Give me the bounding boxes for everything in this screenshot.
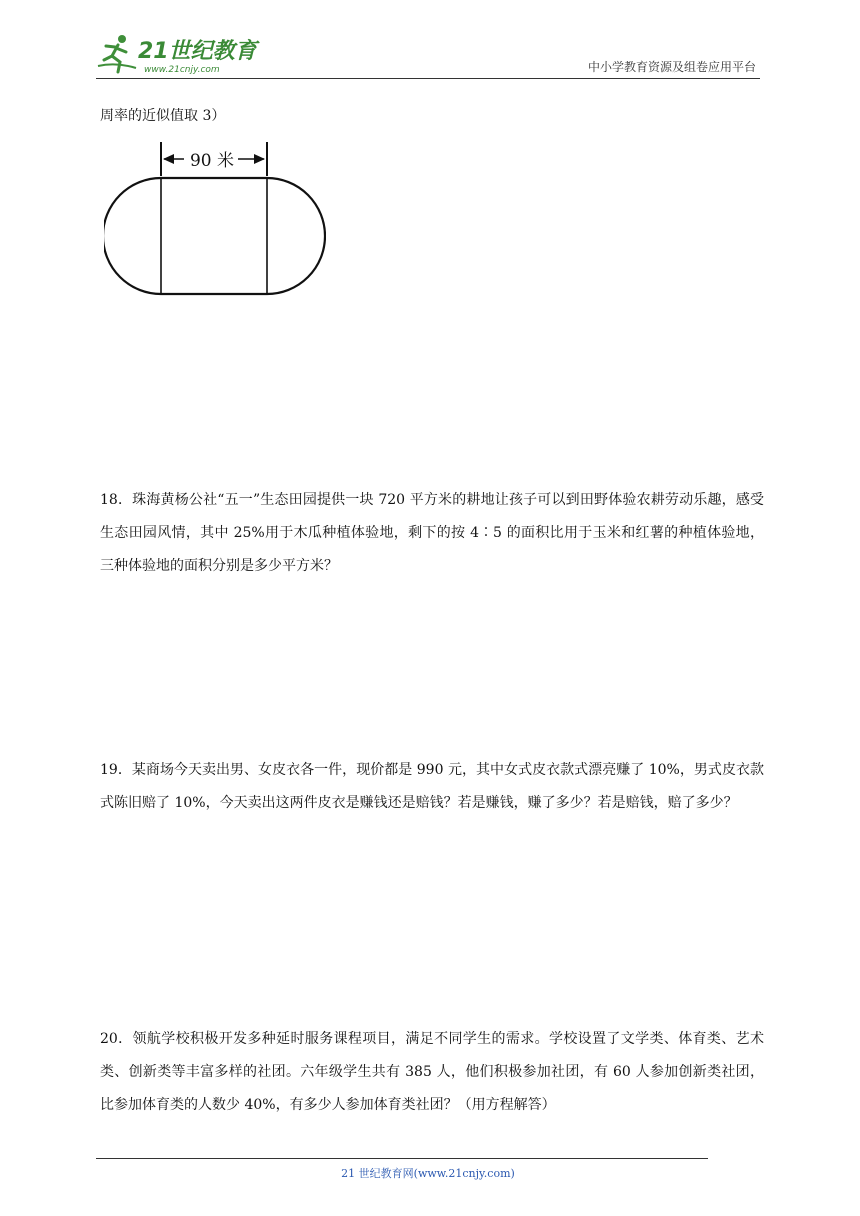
svg-text:21世纪教育: 21世纪教育 xyxy=(138,39,257,64)
footer-divider xyxy=(96,1158,708,1159)
header-platform-text: 中小学教育资源及组卷应用平台 xyxy=(587,60,756,74)
footer-link[interactable]: 21 世纪教育网(www.21cnjy.com) xyxy=(341,1167,515,1180)
svg-text:www.21cnjy.com: www.21cnjy.com xyxy=(144,65,220,75)
dimension-label: 90 米 xyxy=(189,151,235,171)
site-logo xyxy=(96,32,266,76)
question-20: 20．领航学校积极开发多种延时服务课程项目，满足不同学生的需求。学校设置了文学类、体育类、艺术类、创新类等丰富多样的社团。六年级学生共有 385 人，他们积极参加社团，有 60 人参加创新类社团，比参加体育类的人数少 40%，有多少人参加体育类社团？（用方程解答） xyxy=(100,1031,764,1113)
question-19: 19．某商场今天卖出男、女皮衣各一件，现价都是 990 元，其中女式皮衣款式漂亮赚了 10%，男式皮衣款式陈旧赔了 10%，今天卖出这两件皮衣是赚钱还是赔钱？若是赚钱，赚了多少？若是赔钱，赔了多少？ xyxy=(100,762,764,811)
runner-icon xyxy=(104,35,126,72)
intro-text: 周率的近似值取 3） xyxy=(100,108,226,124)
page-header xyxy=(96,28,760,79)
question-18: 18．珠海黄杨公社“五一”生态田园提供一块 720 平方米的耕地让孩子可以到田野体验农耕劳动乐趣，感受生态田园风情，其中 25%用于木瓜种植体验地，剩下的按 4∶5 的面积比用于玉米和红薯的种植体验地，三种体验地的面积分别是多少平方米？ xyxy=(100,492,764,574)
track-diagram xyxy=(104,140,326,302)
